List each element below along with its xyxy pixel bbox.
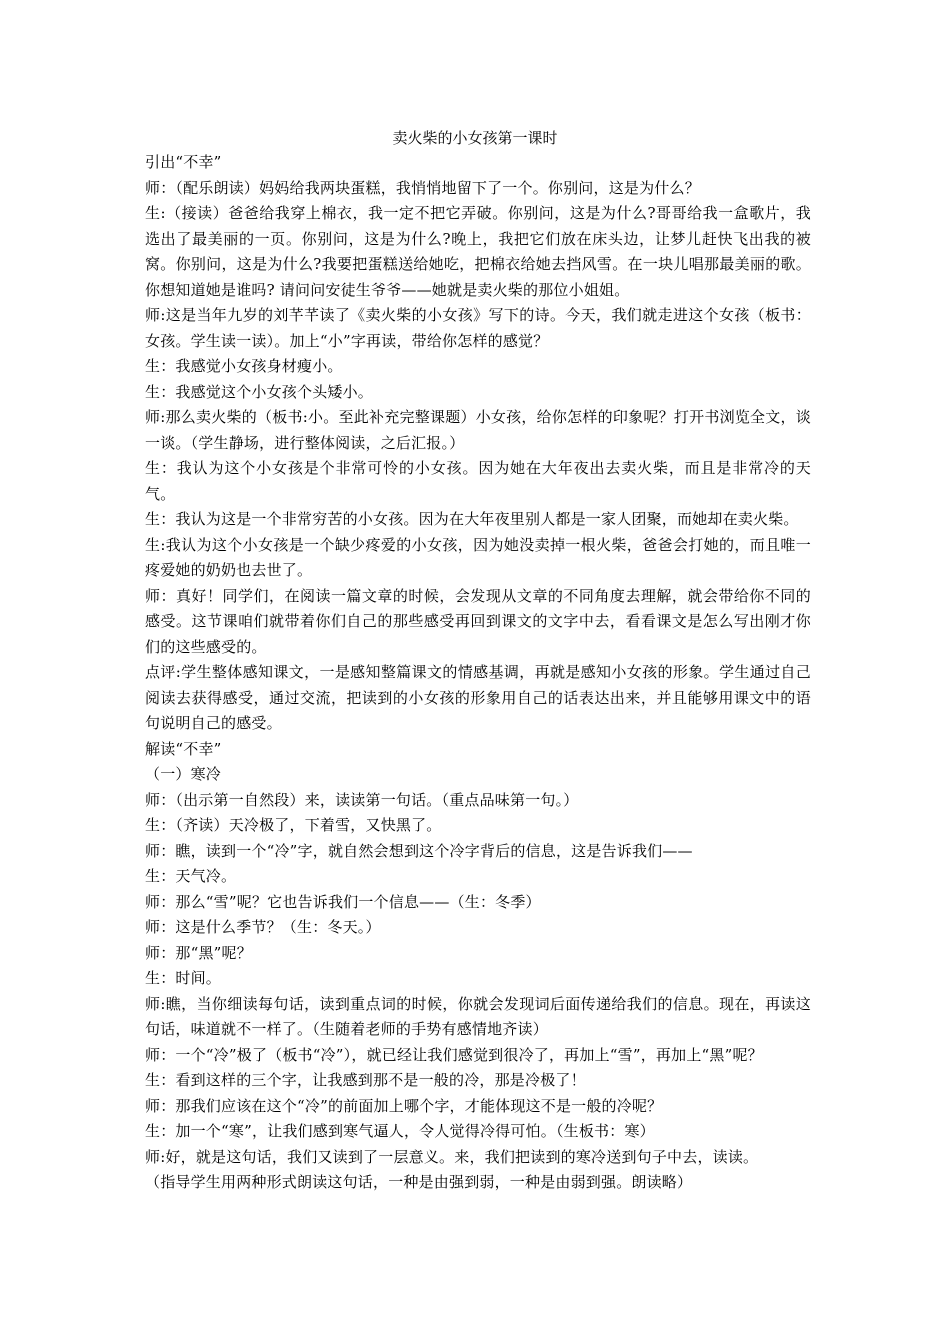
paragraph: 师：这是什么季节？（生：冬天。） — [145, 918, 381, 936]
document-body — [145, 150, 811, 1196]
subsection-heading: （一）寒冷 — [145, 765, 222, 783]
paragraph: 师:那么卖火柴的（板书:小。至此补充完整课题）小女孩，给你怎样的印象呢？打开书浏览全文，谈一谈。（学生静场，进行整体阅读，之后汇报。） — [145, 408, 811, 452]
paragraph: 生：我感觉这个小女孩个头矮小。 — [145, 382, 374, 401]
paragraph: 师：（出示第一自然段）来，读读第一句话。（重点品味第一句。） — [145, 790, 579, 809]
paragraph: 生：我感觉小女孩身材瘦小。 — [145, 357, 343, 375]
paragraph: 生：我认为这个小女孩是个非常可怜的小女孩。因为她在大年夜出去卖火柴，而且是非常冷的天气。 — [145, 459, 811, 503]
paragraph: 生：（齐读）天冷极了，下着雪，又快黑了。 — [145, 816, 442, 834]
paragraph: 师:这是当年九岁的刘芊芊读了《卖火柴的小女孩》写下的诗。今天，我们就走进这个女孩（板书：女孩。学生读一读）。加上“小”字再读，带给你怎样的感觉？ — [145, 306, 811, 350]
paragraph: 师：（配乐朗读）妈妈给我两块蛋糕，我悄悄地留下了一个。你别问，这是为什么？ — [145, 178, 700, 197]
paragraph: 师：那么“雪”呢？它也告诉我们一个信息——（生：冬季） — [145, 892, 541, 911]
paragraph: 生：天气冷。 — [145, 867, 237, 885]
section-heading: 解读“不幸” — [145, 739, 222, 758]
paragraph: 生:我认为这个小女孩是一个缺少疼爱的小女孩，因为她没卖掉一根火柴，爸爸会打她的，而且唯一疼爱她的奶奶也去世了。 — [145, 535, 811, 579]
paragraph: （指导学生用两种形式朗读这句话，一种是由强到弱，一种是由弱到强。朗读略） — [145, 1173, 693, 1191]
paragraph: 生：我认为这是一个非常穷苦的小女孩。因为在大年夜里别人都是一家人团聚，而她却在卖火柴。 — [145, 510, 799, 528]
paragraph: 师:瞧，当你细读每句话，读到重点词的时候，你就会发现词后面传递给我们的信息。现在，再读这句话，味道就不一样了。（生随着老师的手势有感情地齐读） — [145, 994, 811, 1038]
paragraph: 生：看到这样的三个字，让我感到那不是一般的冷，那是冷极了！ — [145, 1071, 586, 1089]
paragraph: 生：时间。 — [145, 969, 222, 987]
paragraph: 师：真好！同学们，在阅读一篇文章的时候，会发现从文章的不同角度去理解，就会带给你不同的感受。这节课咱们就带着你们自己的那些感受再回到课文的文字中去，看看课文是怎么写出刚才你们的这些感受的。 — [145, 586, 811, 656]
paragraph: 师:好，就是这句话，我们又读到了一层意义。来，我们把读到的寒冷送到句子中去，读读。 — [145, 1147, 759, 1166]
paragraph: 引出“不幸” — [145, 153, 222, 171]
paragraph: 生:（接读）爸爸给我穿上棉衣，我一定不把它弄破。你别问，这是为什么?哥哥给我一盒歌片，我选出了最美丽的一页。你别问，这是为什么?晚上，我把它们放在床头边，让梦儿赶快飞出我的被窝。你别问，这是为什么?我要把蛋糕送给她吃，把棉衣给她去挡风雪。在一块儿唱那最美丽的歌。你想知道她是谁吗? 请问问安徒生爷爷——她就是卖火柴的那位小姐姐。 — [145, 204, 811, 299]
paragraph: 生：加一个“寒”，让我们感到寒气逼人，令人觉得冷得可怕。（生板书：寒） — [145, 1122, 655, 1140]
paragraph: 点评:学生整体感知课文，一是感知整篇课文的情感基调，再就是感知小女孩的形象。学生通过自己阅读去获得感受，通过交流，把读到的小女孩的形象用自己的话表达出来，并且能够用课文中的语句说明自己的感受。 — [145, 663, 811, 732]
paragraph: 师：那“黑”呢？ — [145, 943, 252, 962]
paragraph: 师：一个“冷”极了（板书“冷”），就已经让我们感觉到很冷了，再加上“雪”，再加上“黑”呢？ — [145, 1045, 763, 1064]
document-title: 卖火柴的小女孩第一课时 — [392, 129, 558, 147]
paragraph: 师：瞧，读到一个“冷”字，就自然会想到这个冷字背后的信息，这是告诉我们—— — [145, 841, 693, 860]
paragraph: 师：那我们应该在这个“冷”的前面加上哪个字，才能体现这不是一般的冷呢？ — [145, 1096, 663, 1115]
